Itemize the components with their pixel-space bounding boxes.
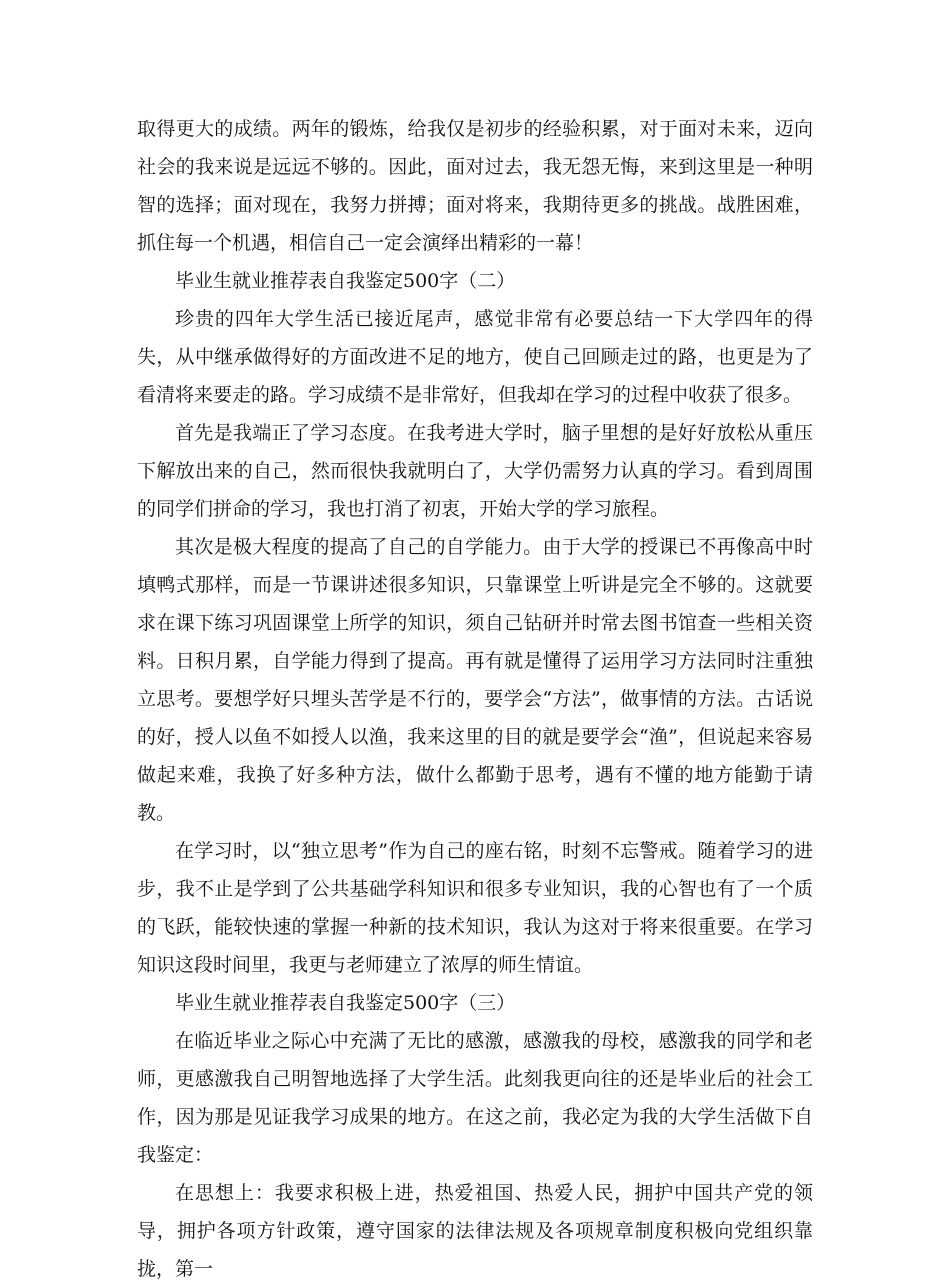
section-heading-three: 毕业生就业推荐表自我鉴定500字（三） [175, 992, 516, 1014]
paragraph-independent-thinking: 在学习时，以“独立思考”作为自己的座右铭，时刻不忘警戒。随着学习的进步，我不止是学到了公共基础学科知识和很多专业知识，我的心智也有了一个质的飞跃，能较快速的掌握一种新的技术知识，我认为这对于将来很重要。在学习知识这段时间里，我更与老师建立了浓厚的师生情谊。 [137, 840, 813, 976]
paragraph-self-study: 其次是极大程度的提高了自己的自学能力。由于大学的授课已不再像高中时填鸭式那样，而是一节课讲述很多知识，只靠课堂上听讲是完全不够的。这就要求在课下练习巩固课堂上所学的知识，须自己钻研并时常去图书馆查一些相关资料。日积月累，自学能力得到了提高。再有就是懂得了运用学习方法同时注重独立思考。要想学好只埋头苦学是不行的，要学会“方法”，做事情的方法。古话说的好，授人以鱼不如授人以渔，我来这里的目的就是要学会“渔”，但说起来容易做起来难，我换了好多种方法，做什么都勤于思考，遇有不懂的地方能勤于请教。 [137, 536, 813, 824]
paragraph-continuation: 取得更大的成绩。两年的锻炼，给我仅是初步的经验积累，对于面对未来，迈向社会的我来说是远远不够的。因此，面对过去，我无怨无悔，来到这里是一种明智的选择；面对现在，我努力拼搏；面对将来，我期待更多的挑战。战胜困难，抓住每一个机遇，相信自己一定会演绎出精彩的一幕！ [137, 118, 813, 254]
section-heading-two: 毕业生就业推荐表自我鉴定500字（二） [175, 270, 516, 292]
paragraph-intro: 珍贵的四年大学生活已接近尾声，感觉非常有必要总结一下大学四年的得失，从中继承做得好的方面改进不足的地方，使自己回顾走过的路，也更是为了看清将来要走的路。学习成绩不是非常好，但我却在学习的过程中收获了很多。 [137, 308, 813, 406]
document-body [137, 110, 813, 1288]
paragraph-ideology: 在思想上：我要求积极上进，热爱祖国、热爱人民，拥护中国共产党的领导，拥护各项方针政策，遵守国家的法律法规及各项规章制度积极向党组织靠拢，第一 [137, 1182, 813, 1280]
paragraph-attitude: 首先是我端正了学习态度。在我考进大学时，脑子里想的是好好放松从重压下解放出来的自己，然而很快我就明白了，大学仍需努力认真的学习。看到周围的同学们拼命的学习，我也打消了初衷，开始大学的学习旅程。 [137, 422, 813, 520]
paragraph-gratitude: 在临近毕业之际心中充满了无比的感激，感激我的母校，感激我的同学和老师，更感激我自己明智地选择了大学生活。此刻我更向往的还是毕业后的社会工作，因为那是见证我学习成果的地方。在这之前，我必定为我的大学生活做下自我鉴定： [137, 1030, 813, 1166]
